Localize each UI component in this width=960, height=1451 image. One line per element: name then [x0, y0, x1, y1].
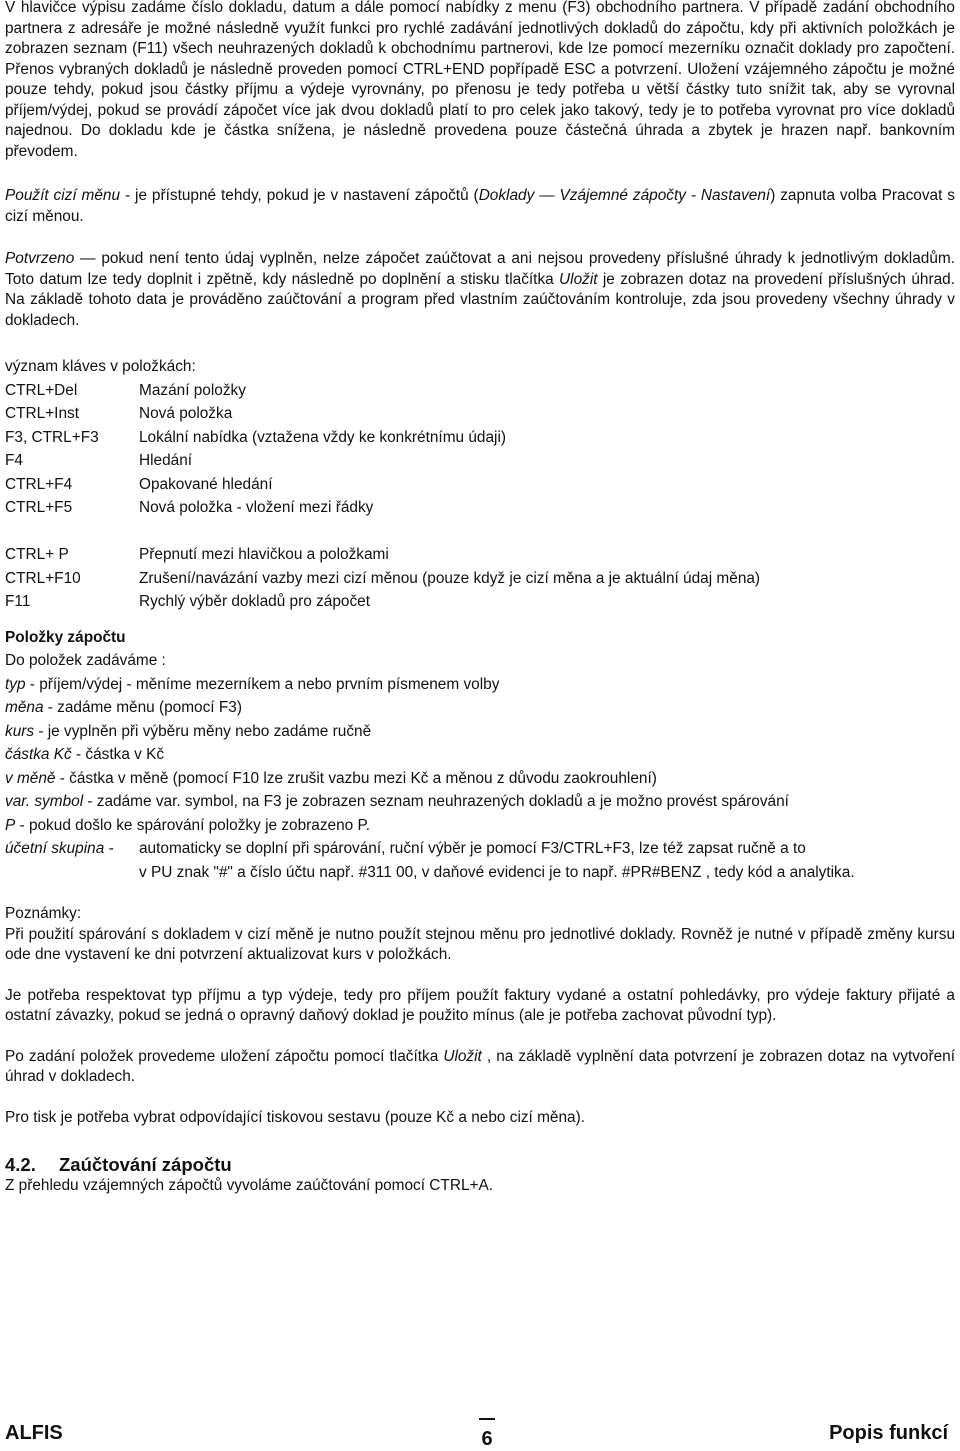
- key-name: F4: [5, 452, 23, 469]
- key-description: Hledání: [139, 452, 193, 469]
- items-intro: Do položek zadáváme :: [5, 652, 166, 669]
- item-definition: [5, 743, 955, 767]
- item-definition: [5, 814, 955, 838]
- key-name: CTRL+F5: [5, 499, 73, 516]
- key-legend: [5, 355, 955, 614]
- confirmed-term: Potvrzeno: [5, 250, 75, 267]
- key-name: CTRL+F4: [5, 475, 73, 493]
- key-row: [5, 543, 955, 567]
- foreign-currency-paragraph: Použít cizí měnu - je přístupné tehdy, pokud je v nastavení zápočtů (Doklady — Vzájemné zápočty - Nastavení) zapnuta volba Pracovat s cizí měnou.: [5, 187, 955, 225]
- item-definition: [5, 696, 955, 720]
- key-row: [5, 379, 955, 403]
- item-definitions: [5, 673, 955, 838]
- items-section: [5, 626, 955, 885]
- item-explanation: - částka v měně (pomocí F10 lze zrušit vazbu mezi Kč a měnou z důvodu zaokrouhlení): [55, 769, 657, 787]
- items-heading: Položky zápočtu: [5, 628, 126, 646]
- key-row: [5, 590, 955, 614]
- section-heading: [5, 1154, 955, 1176]
- item-explanation: - zadáme var. symbol, na F3 je zobrazen seznam neuhrazených dokladů a je možno provést spárování: [83, 793, 789, 810]
- save-button-reference-2: Uložit: [443, 1047, 482, 1065]
- footer-manual-title: Popis funkcí: [829, 1422, 948, 1444]
- key-group-1: [5, 379, 955, 520]
- save-button-reference: Uložit: [559, 270, 598, 288]
- section-text: Z přehledu vzájemných zápočtů vyvoláme zaúčtování pomocí CTRL+A.: [5, 1177, 494, 1194]
- confirmed-paragraph: Potvrzeno — pokud není tento údaj vyplněn, nelze zápočet zaúčtovat a ani nejsou provedeny příslušné úhrady k jednotlivým dokladům. Toto datum lze tedy doplnit i zpětně, kdy následně po doplnění a stisku tlačítka Uložit je zobrazen dotaz na provedení příslušných úhrad. Na základě tohoto data je prováděno zaúčtování a program před vlastním zaúčtováním kontroluje, zda jsou provedeny všechny úhrady v dokladech.: [5, 250, 955, 329]
- key-row: [5, 449, 955, 473]
- item-term: kurs: [5, 722, 35, 740]
- ucetni-skupina-row: [5, 837, 955, 861]
- note-4: Pro tisk je potřeba vybrat odpovídající tiskovou sestavu (pouze Kč a nebo cizí měna).: [5, 1108, 586, 1126]
- item-explanation: - příjem/výdej - měníme mezerníkem a nebo prvním písmenem volby: [25, 675, 500, 693]
- settings-path: Doklady — Vzájemné zápočty - Nastavení: [478, 187, 771, 204]
- key-name: CTRL+F10: [5, 569, 81, 587]
- key-name: F11: [5, 593, 31, 610]
- item-definition: [5, 673, 955, 697]
- key-legend-heading: význam kláves v položkách:: [5, 358, 196, 375]
- item-definition: [5, 790, 955, 814]
- item-term: měna: [5, 699, 44, 716]
- note-3: Po zadání položek provedeme uložení zápočtu pomocí tlačítka Uložit , na základě vyplnění data potvrzení je zobrazen dotaz na vytvoření úhrad v dokladech.: [5, 1047, 955, 1085]
- item-explanation: - částka v Kč: [71, 746, 165, 763]
- ucetni-skupina-text-1: automaticky se doplní při spárování, ruční výběr je pomocí F3/CTRL+F3, lze též zapsat ručně a to: [139, 840, 806, 857]
- key-description: Nová položka: [139, 405, 233, 422]
- key-description: Mazání položky: [139, 381, 246, 399]
- ucetni-skupina-text-2: v PU znak "#" a číslo účtu např. #311 00, v daňové evidenci je to např. #PR#BENZ , tedy kód a analytika.: [139, 863, 855, 881]
- key-row: [5, 473, 955, 497]
- section-number: 4.2.: [5, 1154, 36, 1175]
- item-term: P: [5, 816, 16, 834]
- key-row: [5, 402, 955, 426]
- page-number: 6: [481, 1428, 493, 1450]
- page-footer: [5, 1418, 948, 1450]
- key-row: [5, 567, 955, 591]
- footer-product-name: ALFIS: [5, 1422, 63, 1444]
- key-name: F3, CTRL+F3: [5, 428, 99, 446]
- notes-heading: Poznámky:: [5, 905, 82, 922]
- intro-paragraph: V hlavičce výpisu zadáme číslo dokladu, datum a dále pomocí nabídky z menu (F3) obchodního partnera. V případě zadání obchodního partnera z adresáře je možné následně využít funkci pro rychlé zadávání jednotlivých dokladů do zápočtu, kdy při aktivních položkách je zobrazen seznam (F11) všech neuhrazených dokladů k obchodnímu partnerovi, kde lze pomocí mezerníku označit doklady pro započtení. Přenos vybraných dokladů je následně proveden pomocí CTRL+END popřípadě ESC a potvrzení. Uložení vzájemného zápočtu je možné pouze tehdy, pokud jsou částky příjmu a výdeje vyrovnány, po přenosu je tedy potřeba u větší částky tuto snížit tak, aby se vyrovnal příjem/výdej, pokud se provádí zápočet více jak dvou dokladů platí to pro celek jako takový, tedy je to potřeba vyrovnat pro více dokladů najednou. Do dokladu kde je částka snížena, je následně provedena pouze částečná úhrada a zbytek je hrazen např. bankovním převodem.: [5, 0, 955, 160]
- key-row: [5, 426, 955, 450]
- item-term: v měně: [5, 769, 56, 787]
- document-page: [5, 0, 955, 1197]
- key-description: Nová položka - vložení mezi řádky: [139, 499, 374, 516]
- key-description: Rychlý výběr dokladů pro zápočet: [139, 593, 370, 610]
- key-name: CTRL+ P: [5, 546, 69, 563]
- item-explanation: - je vyplněn při výběru měny nebo zadáme ručně: [34, 722, 372, 740]
- note-1: Při použití spárování s dokladem v cizí měně je nutno použít stejnou měnu pro jednotlivé doklady. Rovněž je nutné v případě změny kursu ode dne vystavení ke dni potvrzení aktualizovat kurs v položkách.: [5, 925, 955, 963]
- key-group-2: [5, 543, 955, 614]
- key-description: Lokální nabídka (vztažena vždy ke konkrétnímu údaji): [139, 428, 507, 446]
- ucetni-skupina-label: účetní skupina -: [5, 840, 114, 857]
- key-description: Zrušení/navázání vazby mezi cizí měnou (pouze když je cizí měna a je aktuální údaj měna): [139, 569, 761, 587]
- key-description: Opakované hledání: [139, 475, 273, 493]
- key-name: CTRL+Inst: [5, 405, 79, 422]
- item-term: částka Kč: [5, 746, 72, 763]
- key-row: [5, 496, 955, 520]
- item-term: var. symbol: [5, 793, 84, 810]
- key-name: CTRL+Del: [5, 381, 78, 399]
- item-term: typ: [5, 675, 26, 693]
- item-definition: [5, 767, 955, 791]
- foreign-currency-term: Použít cizí měnu: [5, 187, 121, 204]
- note-2: Je potřeba respektovat typ příjmu a typ výdeje, tedy pro příjem použít faktury vydané a ostatní pohledávky, pro výdeje faktury přijaté a ostatní závazky, pokud se jedná o opravný daňový doklad je použito mínus (ale je potřeba zachovat původní typ).: [5, 986, 955, 1024]
- item-explanation: - zadáme měnu (pomocí F3): [43, 699, 242, 716]
- section-title: Zaúčtování zápočtu: [59, 1154, 232, 1175]
- item-definition: [5, 720, 955, 744]
- page-number-overline: [479, 1418, 495, 1420]
- item-explanation: - pokud došlo ke spárování položky je zobrazeno P.: [15, 816, 371, 834]
- key-description: Přepnutí mezi hlavičkou a položkami: [139, 546, 389, 563]
